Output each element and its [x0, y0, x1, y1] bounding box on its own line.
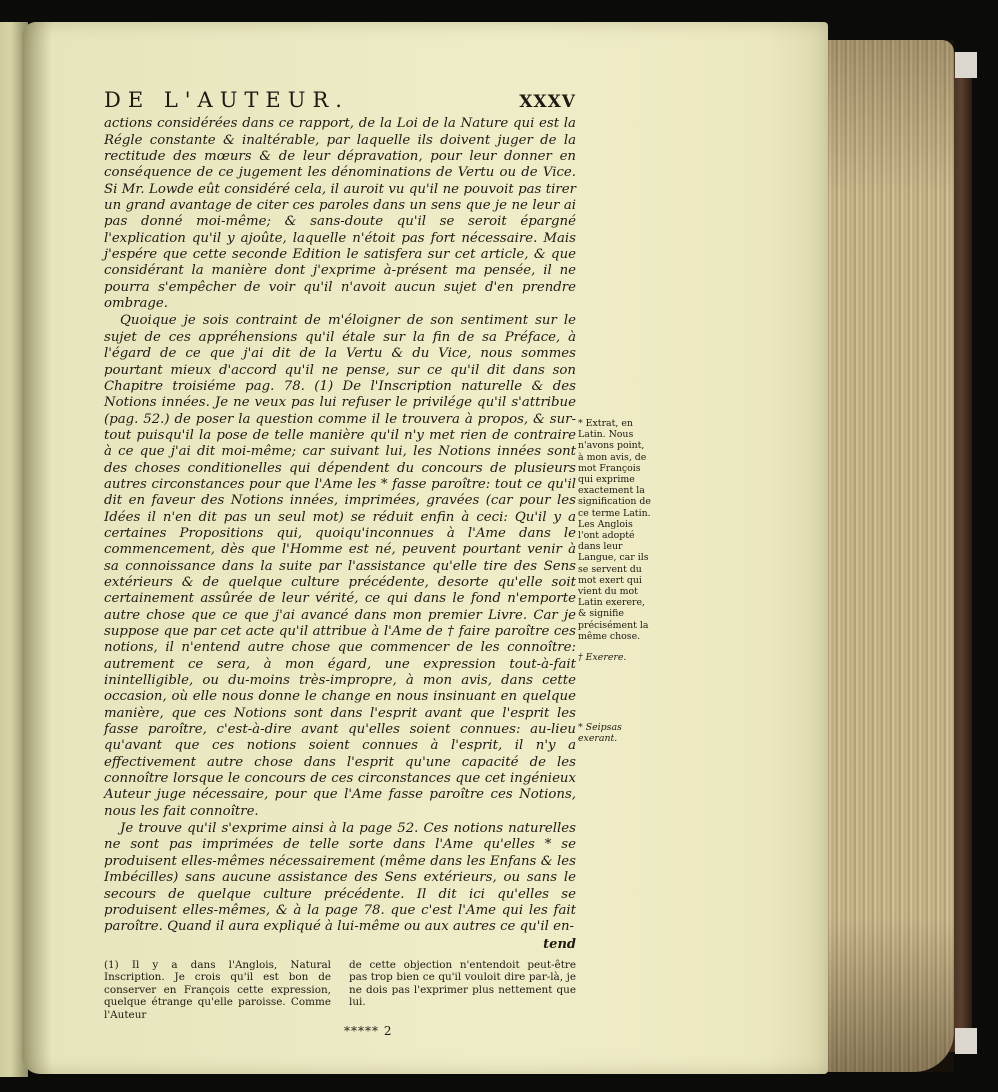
margin-notes — [578, 418, 652, 673]
body-text — [104, 116, 576, 935]
page-content — [104, 88, 576, 1039]
margin-note-exerere: † Exerere. — [578, 652, 627, 664]
margin-note-extrat: * Extrat, en Latin. Nous n'avons point, à mon avis, de mot François qui exprime exactement la signification de ce terme Latin. Les Anglois l'ont adopté dans leur Langue, car ils se servent du mot exert qui vient du mot Latin exerere, & signifie précisément la même chose. — [578, 418, 651, 642]
page-fore-edge — [826, 40, 954, 1072]
cover-corner-top — [955, 52, 977, 78]
page-number: XXXV — [519, 92, 576, 112]
paragraph-1: actions considérées dans ce rapport, de la Loi de la Nature qui est la Régle constante & inaltérable, par laquelle ils doivent juger de la rectitude des mœurs & de leur dépravation, pour leur donner en conséquence de ce jugement les dénominations de Vertu ou de Vice. Si Mr. Lowde eût considéré cela, il auroit vu qu'il ne pouvoit pas tirer un grand avantage de citer ces paroles dans un sens que je ne leur ai pas donné moi-même; & sans-doute qu'il se seroit épargné l'explication qu'il y ajoûte, laquelle n'étoit pas fort nécessaire. Mais j'espére que cette seconde Edition le satisfera sur cet article, & que considérant la manière dont j'exprime à-présent ma pensée, il ne pourra s'empêcher de voir qu'il n'avoit aucun sujet d'en prendre ombrage. — [104, 116, 576, 312]
cover-corner-bottom — [955, 1028, 977, 1054]
footnotes — [104, 959, 576, 1021]
margin-note-seipsas: * Seipsas exerant. — [578, 722, 622, 745]
footnote-right: de cette objection n'entendoit peut-être pas trop bien ce qu'il vouloit dire par-là, je ne dois pas l'exprimer plus nettement que lui. — [349, 958, 576, 1009]
running-head — [104, 88, 576, 112]
footnote-left: (1) Il y a dans l'Anglois, Natural Inscription. Je crois qu'il est bon de conserver en François cette expression, quelque étrange qu'elle paroisse. Comme l'Auteur — [104, 958, 331, 1021]
paragraph-2: Quoique je sois contraint de m'éloigner de son sentiment sur le sujet de ces appréhensions qu'il étale sur la fin de sa Préface, à l'égard de ce que j'ai dit de la Vertu & du Vice, nous sommes pourtant mieux d'accord qu'il ne pense, sur ce qu'il dit dans son Chapitre troisiéme pag. 78. (1) De l'Inscription naturelle & des Notions innées. Je ne veux pas lui refuser le privilége qu'il s'attribue (pag. 52.) de poser la question comme il le trouvera à propos, & sur-tout puisqu'il la pose de telle manière qu'il n'y met rien de contraire à ce que j'ai dit moi-même; car suivant lui, les Notions innées sont des choses conditionelles qui dépendent du concours de plusieurs autres circonstances pour que l'Ame les * fasse paroître: tout ce qu'il dit en faveur des Notions innées, imprimées, gravées (car pour les Idées il n'en dit pas un seul mot) se réduit enfin à ceci: Qu'il y a certaines Propositions qui, quoiqu'inconnues à l'Ame dans le commencement, dès que l'Homme est né, peuvent pourtant venir à sa connoissance dans la suite par l'assistance qu'elle tire des Sens extérieurs & de quelque culture précédente, desorte qu'elle soit certainement assûrée de leur vérité, ce qui dans le fond n'emporte autre chose que ce que j'ai avancé dans mon premier Livre. Car je suppose que par cet acte qu'il attribue à l'Ame de † faire paroître ces notions, il n'entend autre chose que commencer de les connoître: autrement ce sera, à mon égard, une expression tout-à-fait inintelligible, ou du-moins très-impropre, à mon avis, dans cette occasion, où elle nous donne le change en nous insinuant en quelque manière, que ces Notions sont dans l'esprit avant que l'esprit les fasse paroître, c'est-à-dire avant qu'elles soient connues: au-lieu qu'avant que ces notions soient connues à l'esprit, il n'y a effectivement autre chose dans l'esprit qu'une capacité de les connoître lorsque le concours de ces circonstances que cet ingénieux Auteur juge nécessaire, pour que l'Ame fasse paroître ces Notions, nous les fait connoître. — [104, 313, 576, 819]
running-head-title: DE L'AUTEUR. — [104, 88, 349, 112]
signature-mark: ***** 2 — [344, 1023, 393, 1038]
paragraph-3: Je trouve qu'il s'exprime ainsi à la page 52. Ces notions naturelles ne sont pas imprimées de telle sorte dans l'Ame qu'elles * se produisent elles-mêmes nécessairement (même dans les Enfans & les Imbécilles) sans aucune assistance des Sens extérieurs, ou sans le secours de quelque culture précédente. Il dit ici qu'elles se produisent elles-mêmes, & à la page 78. que c'est l'Ame qui les fait paroître. Quand il aura expliqué à lui-même ou aux autres ce qu'il en- — [104, 821, 576, 935]
catchword: tend — [543, 936, 576, 952]
